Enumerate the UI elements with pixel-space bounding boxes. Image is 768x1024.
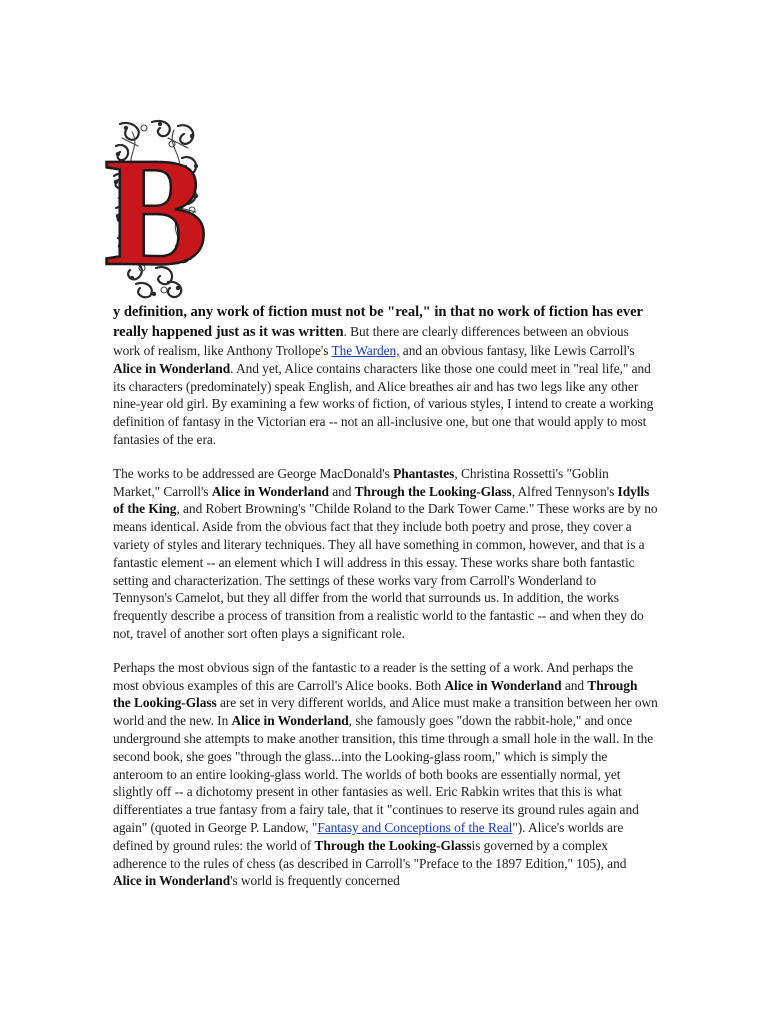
- text-run: and: [561, 677, 588, 693]
- link-fantasy-and-conceptions-of-the-real[interactable]: Fantasy and Conceptions of the Real: [317, 819, 513, 835]
- text-run: , and Robert Browning's "Childe Roland to the Dark Tower Came." These works are by no means identical. Aside from the obvious fact that they include both poetry and prose, they cover a variety of styles and literary techniques. They all have something in common, however, and that is a fantastic element -- an element which I will address in this essay. These works share both fantastic setting and characterization. The settings of these works vary from Carroll's Wonderland to Tennyson's Camelot, but they all differ from the world that surrounds us. In addition, the works frequently describe a process of transition from a realistic world to the fantastic -- and when they do not, travel of another sort often plays a significant role.: [113, 501, 658, 641]
- text-run: , Christina Rossetti's "Goblin Market," Carroll's: [113, 465, 609, 499]
- title-alice-in-wonderland: Alice in Wonderland: [113, 360, 231, 376]
- text-run: "). Alice's worlds are defined by ground rules: the world of: [113, 819, 624, 853]
- title-idylls-of-the-king: Idylls of the King: [113, 483, 650, 517]
- drop-cap-b-image: [103, 118, 209, 298]
- title-through-the-looking-glass: Through the Looking-Glass: [113, 677, 638, 711]
- text-run: 's world is frequently concerned: [230, 873, 400, 889]
- title-phantastes: Phantastes: [393, 465, 455, 481]
- essay-body: [113, 302, 658, 906]
- link-the-warden[interactable]: The Warden,: [331, 343, 400, 358]
- text-run: The works to be addressed are George MacDonald's: [113, 465, 394, 481]
- paragraph-3: [113, 659, 658, 890]
- text-run: and: [328, 483, 355, 499]
- text-run: . And yet, Alice contains characters like those one could meet in "real life," and its characters (predominately) speak English, and Alice breathes air and has two legs like any other nine-year old girl. By examining a few works of fiction, of various styles, I intend to create a working definition of fantasy in the Victorian era -- not an all-inclusive one, but one that would apply to most fantasies of the era.: [113, 360, 654, 447]
- text-run: is governed by a complex adherence to the rules of chess (as described in Carroll's "Preface to the 1897 Edition," 105), and: [113, 837, 627, 871]
- text-run: , she famously goes "down the rabbit-hole," and once underground she attempts to make another transition, this time through a small hole in the wall. In the second book, she goes "through the glass...into the Looking-glass room," which is simply the anteroom to an entire looking-glass world. The worlds of both books are essentially normal, yet slightly off -- a dichotomy present in other fantasies as well. Eric Rabkin writes that this is what differentiates a true fantasy from a fairy tale, that it "continues to reserve its ground rules again and again" (quoted in George P. Landow, ": [113, 713, 654, 835]
- title-alice-in-wonderland: Alice in Wonderland: [231, 713, 349, 729]
- text-run: . But there are clearly differences between an obvious work of realism, like Anthony Trollope's: [113, 324, 629, 358]
- title-through-the-looking-glass: Through the Looking-Glass: [314, 837, 472, 853]
- title-alice-in-wonderland: Alice in Wonderland: [113, 873, 231, 889]
- text-run: and an obvious fantasy, like Lewis Carroll's: [399, 343, 635, 358]
- drop-cap-letter: B: [103, 125, 209, 298]
- title-through-the-looking-glass: Through the Looking-Glass: [354, 483, 512, 499]
- text-run: Perhaps the most obvious sign of the fantastic to a reader is the setting of a work. And perhaps the most obvious examples of this are Carroll's Alice books. Both: [113, 659, 634, 693]
- text-run: , Alfred Tennyson's: [511, 483, 618, 499]
- paragraph-2: [113, 465, 658, 643]
- paragraph-1: [113, 302, 658, 449]
- title-alice-in-wonderland: Alice in Wonderland: [444, 677, 562, 693]
- title-alice-in-wonderland: Alice in Wonderland: [211, 483, 329, 499]
- lead-sentence: y definition, any work of fiction must not be "real," in that no work of fiction has ever really happened just as it was written: [113, 304, 643, 340]
- text-run: are set in very different worlds, and Alice must make a transition between her own world and the new. In: [113, 695, 658, 729]
